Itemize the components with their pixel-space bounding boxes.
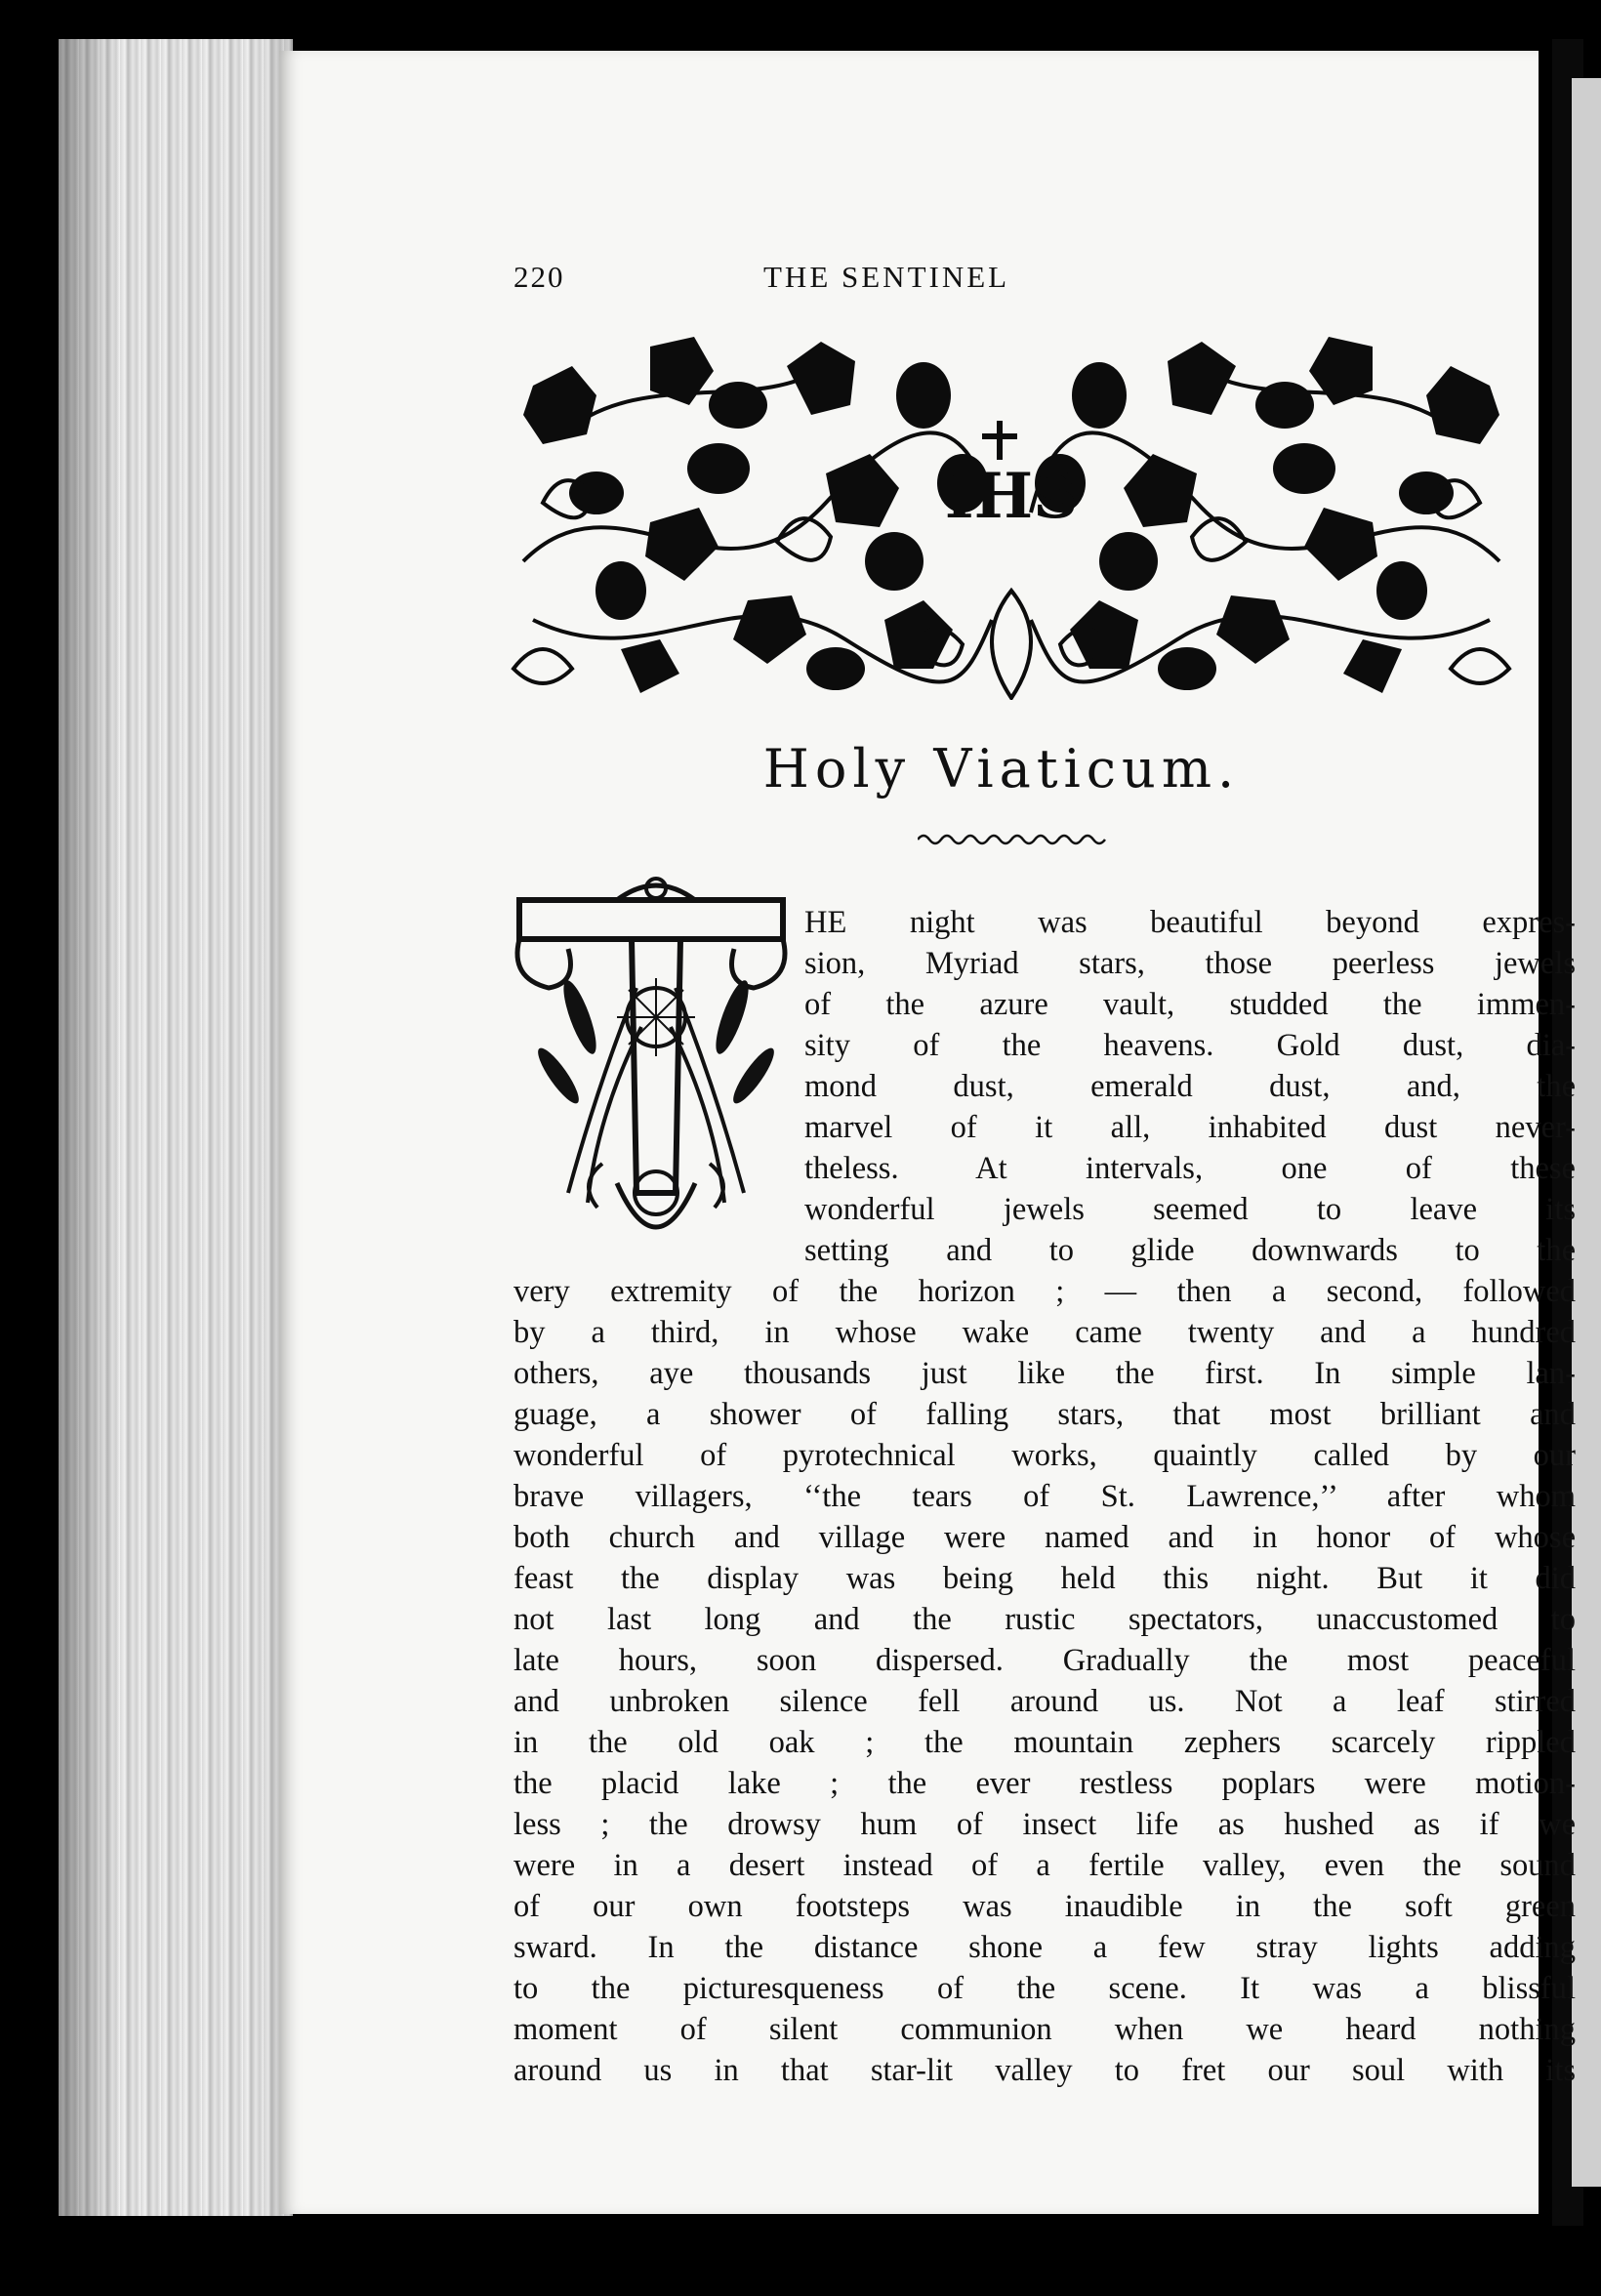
text-line: of the azure vault, studded the immen- [804,987,1576,1022]
text-line: of our own footsteps was inaudible in the soft green [513,1889,1576,1924]
text-line: others, aye thousands just like the first. In simple lan- [513,1356,1576,1391]
text-line: to the picturesqueness of the scene. It was a blissful [513,1971,1576,2006]
facing-page-edge [1572,78,1601,2187]
text-line: moment of silent communion when we heard nothing [513,2012,1576,2047]
text-line: sity of the heavens. Gold dust, dia- [804,1028,1576,1063]
text-line: setting and to glide downwards to the [804,1233,1576,1268]
article-title: Holy Viaticum. [762,738,1241,800]
text-line: wonderful of pyrotechnical works, quaintly called by our [513,1438,1576,1473]
book-page [279,51,1576,2214]
text-line: and unbroken silence fell around us. Not a leaf stirred [513,1684,1576,1719]
text-line: brave villagers, ‘‘the tears of St. Lawrence,’’ after whom [513,1479,1576,1514]
page-edges [59,39,293,2216]
text-line: in the old oak ; the mountain zephers scarcely rippled [513,1725,1576,1760]
text-line: both church and village were named and in honor of whose [513,1520,1576,1555]
text-line: marvel of it all, inhabited dust never- [804,1110,1576,1145]
text-line: sion, Myriad stars, those peerless jewels [804,946,1576,981]
text-line: by a third, in whose wake came twenty and a hundred [513,1315,1576,1350]
text-line: were in a desert instead of a fertile valley, even the sound [513,1848,1576,1883]
running-head: THE SENTINEL [763,260,1010,294]
text-line: not last long and the rustic spectators, unaccustomed to [513,1602,1576,1637]
text-line: theless. At intervals, one of these [804,1151,1576,1186]
wavy-rule-icon [918,832,1113,847]
svg-text:IHS: IHS [944,460,1079,533]
text-line: wonderful jewels seemed to leave its [804,1192,1576,1227]
page-number: 220 [513,260,565,294]
floral-headpiece [504,327,1519,700]
text-line: less ; the drowsy hum of insect life as hushed as if we [513,1807,1576,1842]
text-line: feast the display was being held this night. But it did [513,1561,1576,1596]
text-line: the placid lake ; the ever restless poplars were motion- [513,1766,1576,1801]
floral-hops-vine-icon [504,327,1519,700]
page-header [513,260,1490,299]
text-line: late hours, soon dispersed. Gradually the most peaceful [513,1643,1576,1678]
text-line: around us in that star-lit valley to fret our soul with its [513,2053,1576,2088]
text-line: mond dust, emerald dust, and, the [804,1069,1576,1104]
text-line: HE night was beautiful beyond expres- [804,905,1576,940]
dropcap-illustration [510,871,802,1261]
text-line: sward. In the distance shone a few stray lights adding [513,1930,1576,1965]
text-line: guage, a shower of falling stars, that most brilliant and [513,1397,1576,1432]
text-line: very extremity of the horizon ; — then a second, followed [513,1274,1576,1309]
